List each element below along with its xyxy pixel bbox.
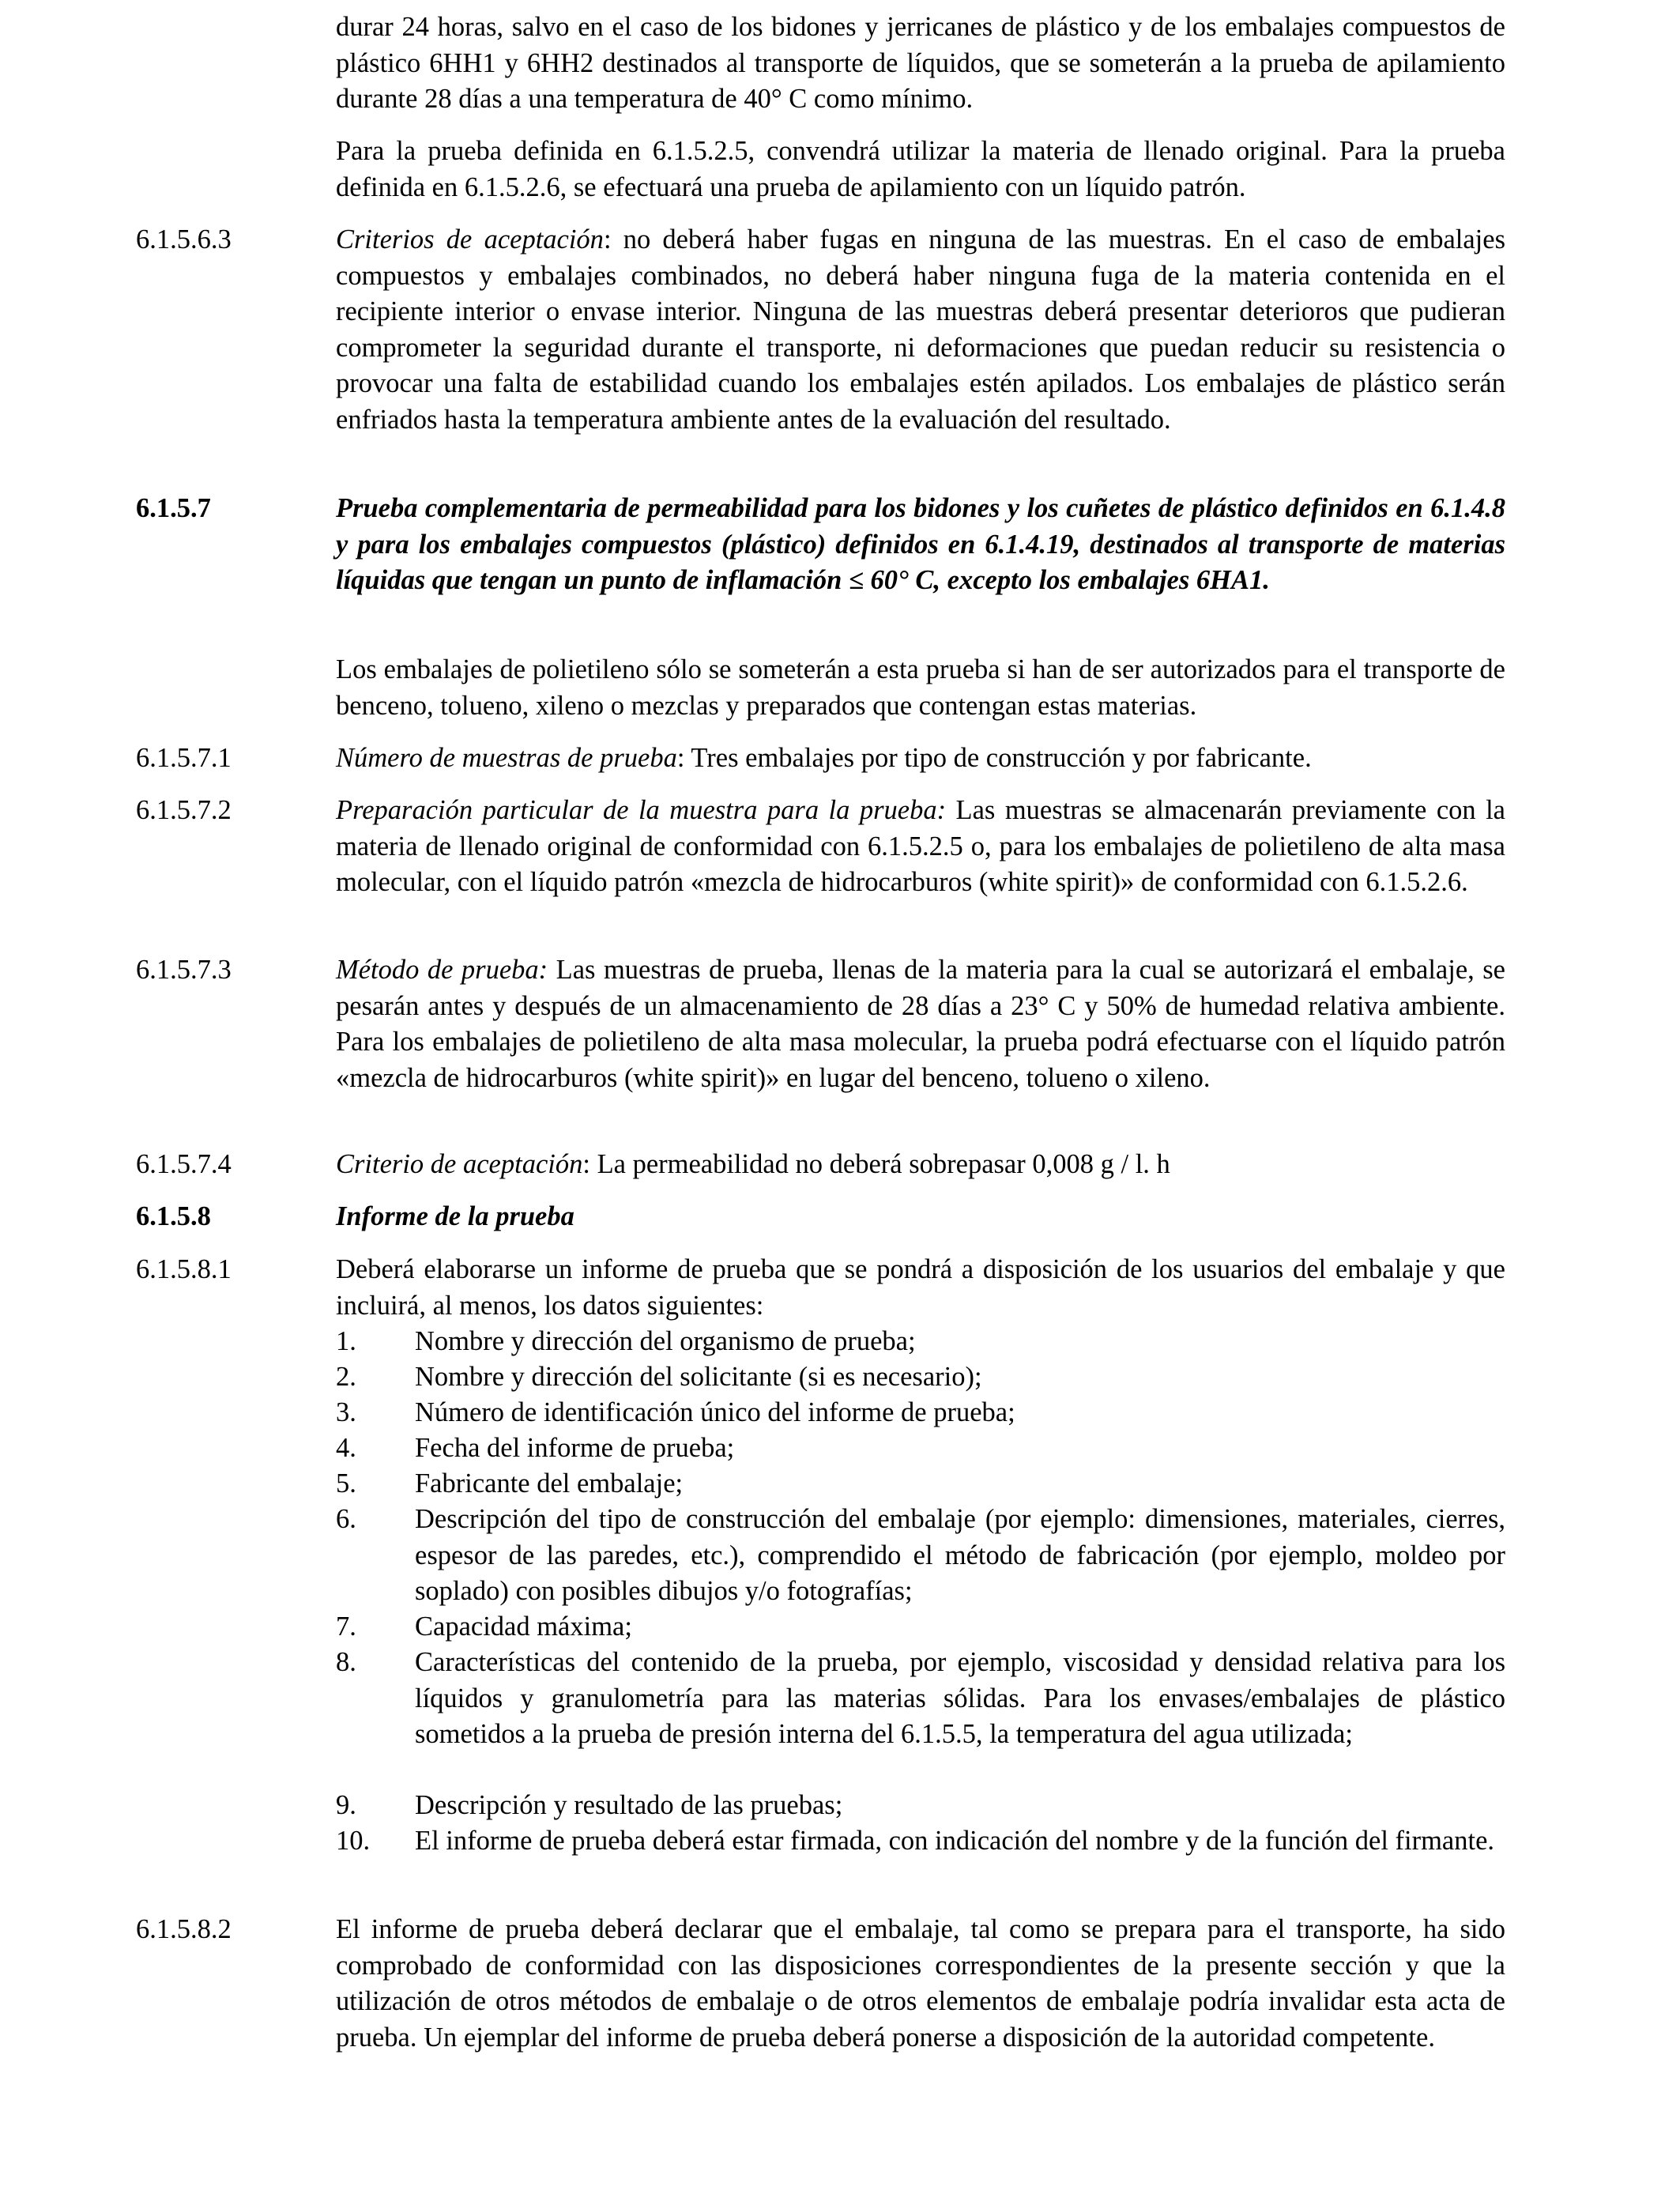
list-item-text: Capacidad máxima; (415, 1612, 632, 1642)
list-item-text: Fecha del informe de prueba; (415, 1433, 735, 1463)
section-heading: Prueba complementaria de permeabilidad para los bidones y los cuñetes de plástico definidos en 6.1.4.8 y para los embalajes compuestos (plástico) definidos en 6.1.4.19, destinados al transporte de materias líquidas que tengan un punto de inflamación ≤ 60° C, excepto los embalajes 6HA1. (336, 493, 1505, 595)
list-item-text: El informe de prueba deberá estar firmada, con indicación del nombre y de la función del firmante. (415, 1826, 1495, 1856)
section-number: 6.1.5.8.1 (136, 1254, 232, 1284)
section-lead: Criterio de aceptación (336, 1149, 583, 1179)
section-text (336, 222, 1505, 438)
section-body: Las muestras se almacenarán previamente con la materia de llenado original de conformidad con 6.1.5.2.5 o, para los embalajes de polietileno de alta masa molecular, con el líquido patrón «mezcla de hidrocarburos (white spirit)» de conformidad con 6.1.5.2.6. (336, 795, 1505, 897)
section-lead: Número de muestras de prueba (336, 743, 677, 773)
section-text: El informe de prueba deberá declarar que el embalaje, tal como se prepara para el transporte, ha sido comprobado de conformidad con las disposiciones correspondientes de la presente sección y que la utilización de otros métodos de embalaje o de otros elementos de embalaje podría invalidar esta acta de prueba. Un ejemplar del informe de prueba deberá ponerse a disposición de la autoridad competente. (336, 1914, 1505, 2053)
list-item-text: Fabricante del embalaje; (415, 1468, 684, 1498)
section-number: 6.1.5.8 (136, 1201, 211, 1231)
section-text (336, 1147, 1505, 1183)
section-lead: Método de prueba: (336, 955, 548, 985)
section-number: 6.1.5.6.3 (136, 224, 232, 254)
list-item-number: 1. (336, 1326, 356, 1356)
section-number: 6.1.5.7.3 (136, 955, 232, 985)
section-number: 6.1.5.7 (136, 493, 211, 523)
section-lead: Criterios de aceptación (336, 224, 604, 254)
section-body: : no deberá haber fugas en ninguna de las muestras. En el caso de embalajes compuestos y embalajes combinados, no deberá haber ninguna fuga de la materia contenida en el recipiente interior o envase interior. Ninguna de las muestras deberá presentar deterioros que pudieran comprometer la seguridad durante el transporte, ni deformaciones que puedan reducir su resistencia o provocar una falta de estabilidad cuando los embalajes estén apilados. Los embalajes de plástico serán enfriados hasta la temperatura ambiente antes de la evaluación del resultado. (336, 224, 1505, 435)
list-item-text: Características del contenido de la prueba, por ejemplo, viscosidad y densidad relativa para los líquidos y granulometría para las materias sólidas. Para los envases/embalajes de plástico sometidos a la prueba de presión interna del 6.1.5.5, la temperatura del agua utilizada; (415, 1647, 1505, 1749)
list-item-number: 8. (336, 1647, 356, 1677)
list-item-number: 7. (336, 1612, 356, 1642)
section-text (336, 952, 1505, 1096)
list-item-number: 3. (336, 1397, 356, 1427)
section-text (336, 793, 1505, 901)
list-item-number: 2. (336, 1362, 356, 1392)
list-item-number: 9. (336, 1790, 356, 1820)
section-body: Las muestras de prueba, llenas de la materia para la cual se autorizará el embalaje, se pesarán antes y después de un almacenamiento de 28 días a 23° C y 50% de humedad relativa ambiente. Para los embalajes de polietileno de alta masa molecular, la prueba podrá efectuarse con el líquido patrón «mezcla de hidrocarburos (white spirit)» en lugar del benceno, tolueno o xileno. (336, 955, 1505, 1093)
section-number: 6.1.5.7.1 (136, 743, 232, 773)
paragraph-text: Los embalajes de polietileno sólo se someterán a esta prueba si han de ser autorizados para el transporte de benceno, tolueno, xileno o mezclas y preparados que contengan estas materias. (336, 654, 1505, 721)
paragraph-text: Para la prueba definida en 6.1.5.2.5, convendrá utilizar la materia de llenado original. Para la prueba definida en 6.1.5.2.6, se efectuará una prueba de apilamiento con un líquido patrón. (336, 136, 1505, 202)
list-item-text: Número de identificación único del informe de prueba; (415, 1397, 1015, 1427)
list-item-number: 10. (336, 1826, 371, 1856)
section-number: 6.1.5.7.4 (136, 1149, 232, 1179)
list-item-number: 6. (336, 1504, 356, 1534)
list-item-number: 5. (336, 1468, 356, 1498)
section-number: 6.1.5.7.2 (136, 795, 232, 825)
list-item-text: Descripción y resultado de las pruebas; (415, 1790, 843, 1820)
section-lead: Preparación particular de la muestra para la prueba: (336, 795, 947, 825)
section-heading: Informe de la prueba (336, 1201, 574, 1231)
section-body: : La permeabilidad no deberá sobrepasar 0,008 g / l. h (582, 1149, 1170, 1179)
list-item-text: Nombre y dirección del organismo de prueba; (415, 1326, 916, 1356)
section-text: Deberá elaborarse un informe de prueba que se pondrá a disposición de los usuarios del embalaje y que incluirá, al menos, los datos siguientes: (336, 1254, 1505, 1321)
section-body: : Tres embalajes por tipo de construcción y por fabricante. (676, 743, 1312, 773)
section-text (336, 741, 1505, 777)
paragraph-text: durar 24 horas, salvo en el caso de los bidones y jerricanes de plástico y de los embalajes compuestos de plástico 6HH1 y 6HH2 destinados al transporte de líquidos, que se someterán a la prueba de apilamiento durante 28 días a una temperatura de 40° C como mínimo. (336, 12, 1505, 114)
list-item-text: Nombre y dirección del solicitante (si es necesario); (415, 1362, 982, 1392)
section-number: 6.1.5.8.2 (136, 1914, 232, 1944)
list-item-text: Descripción del tipo de construcción del embalaje (por ejemplo: dimensiones, materiales, cierres, espesor de las paredes, etc.), comprendido el método de fabricación (por ejemplo, moldeo por soplado) con posibles dibujos y/o fotografías; (415, 1504, 1505, 1606)
list-item-number: 4. (336, 1433, 356, 1463)
